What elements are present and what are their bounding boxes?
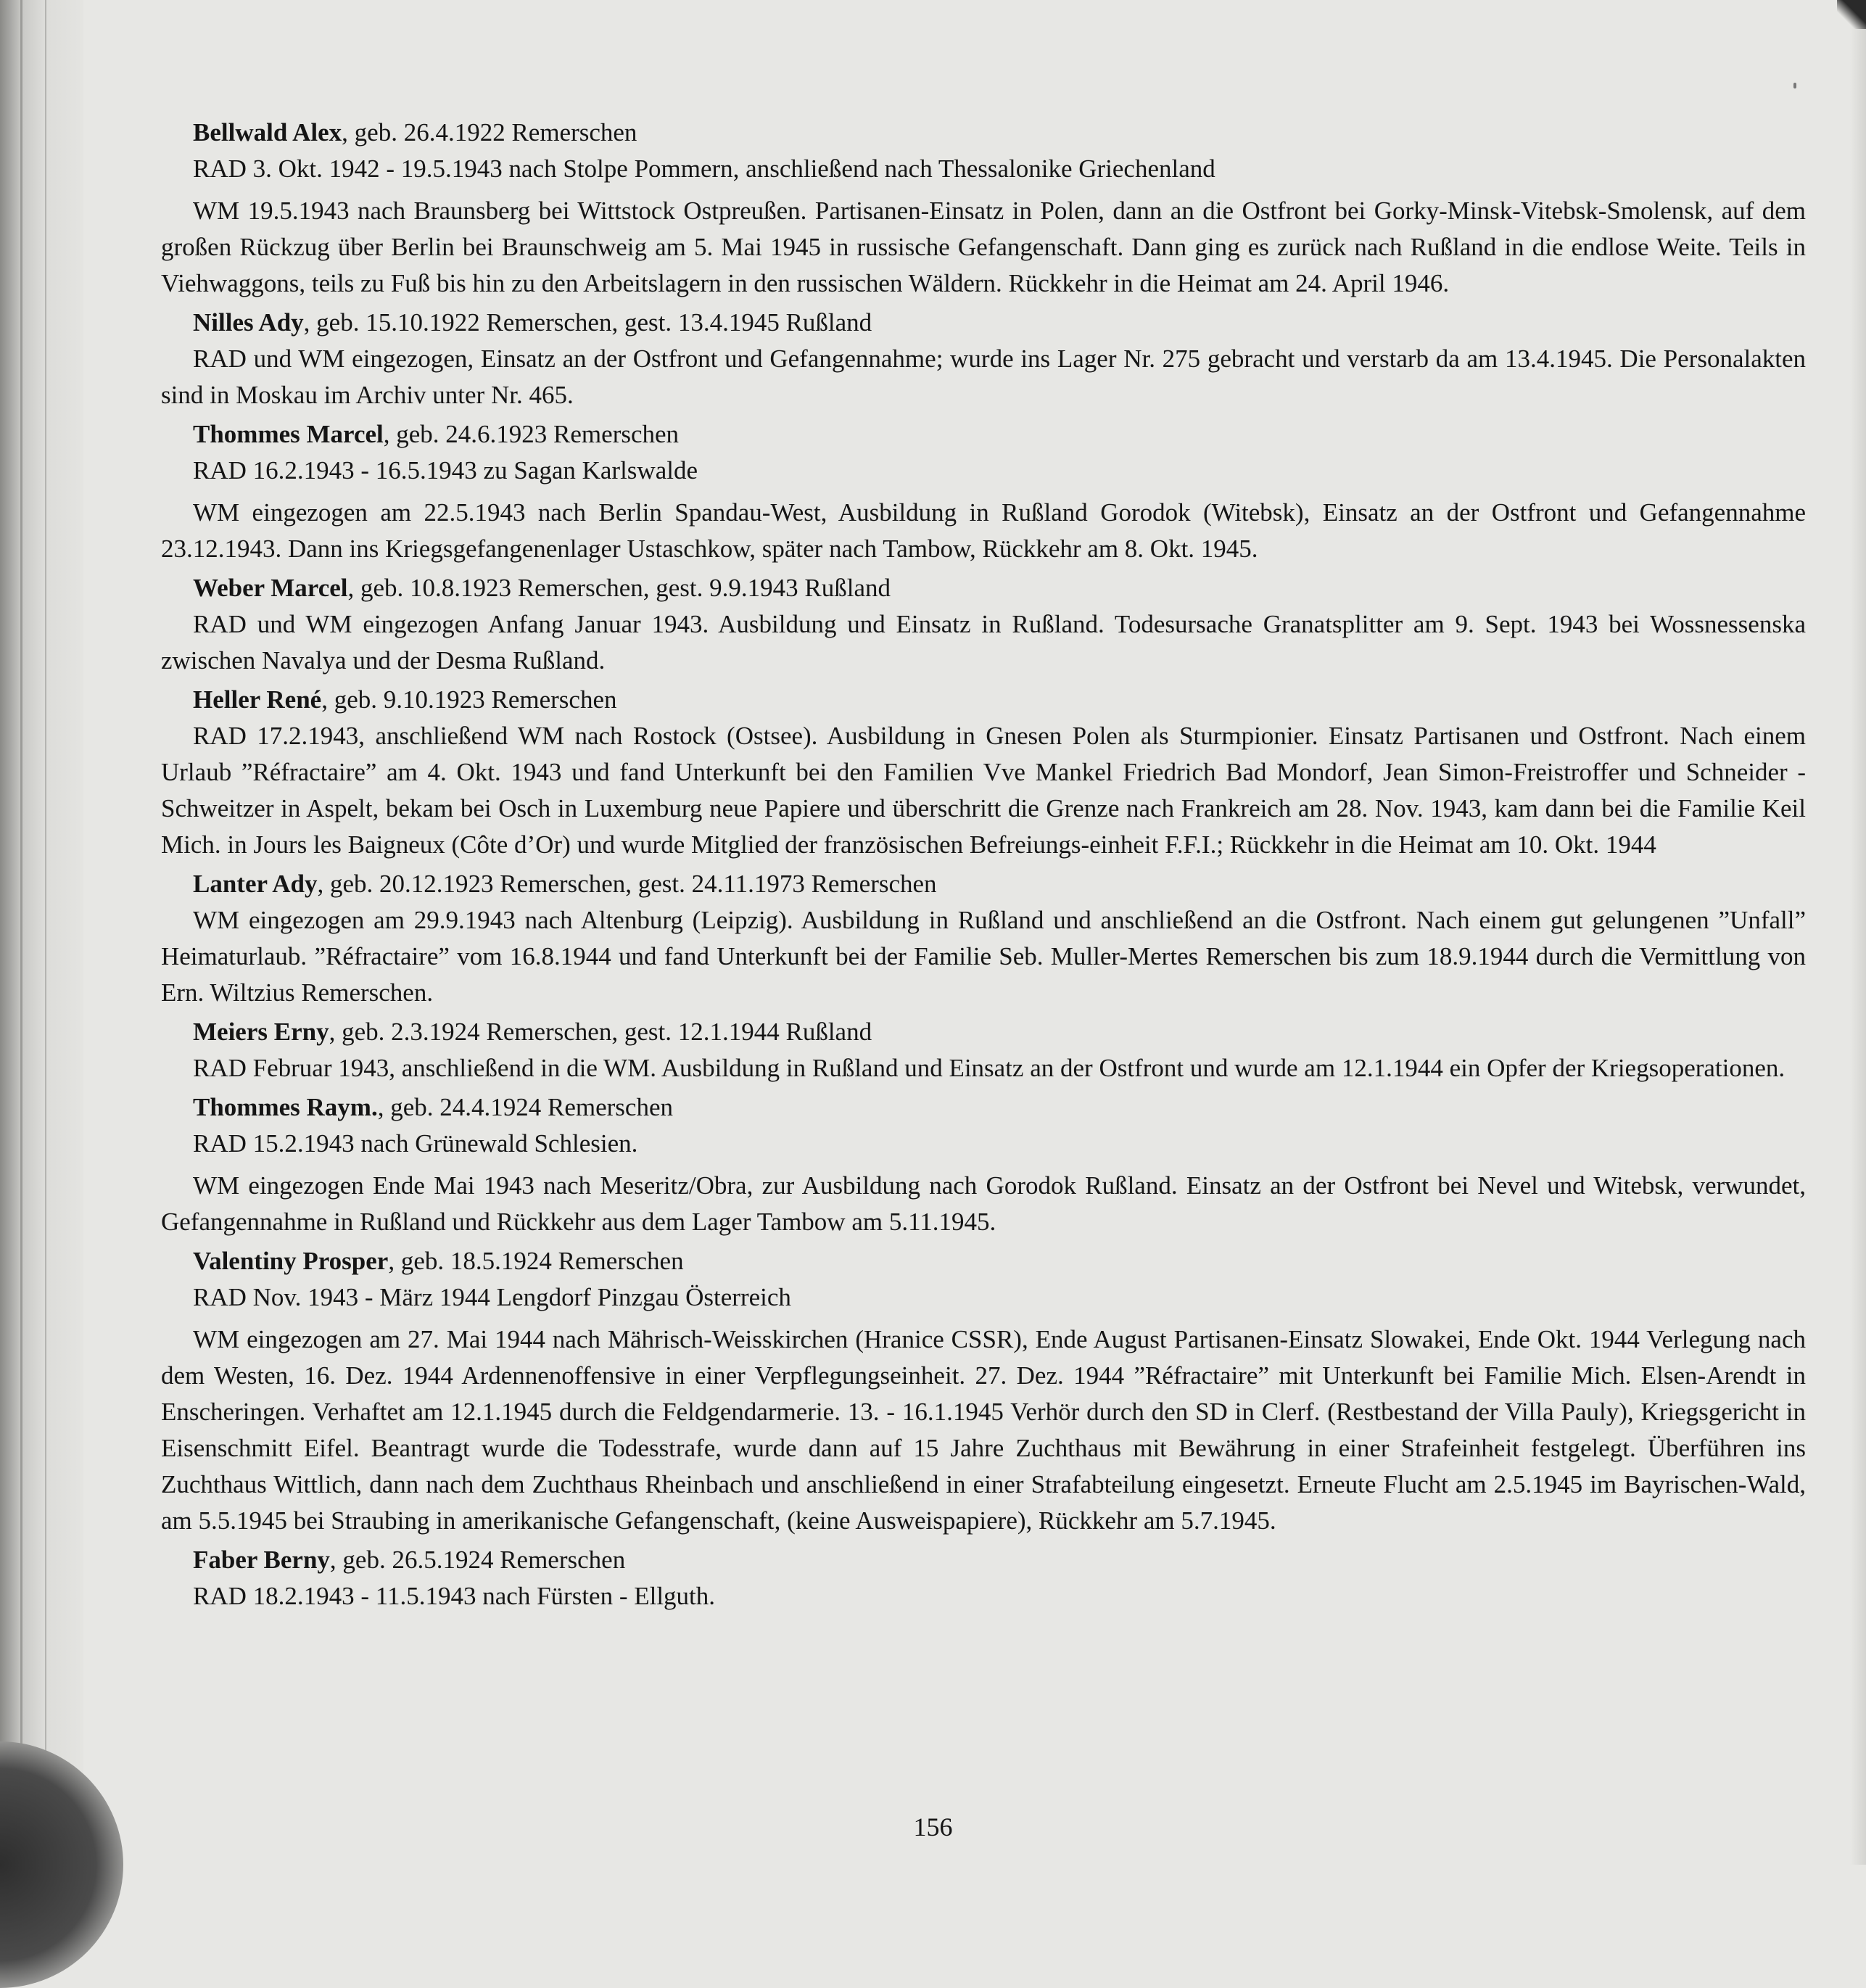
- person-name: Thommes Marcel: [193, 420, 384, 448]
- corner-shadow: [1837, 0, 1866, 29]
- entry-paragraph: RAD 16.2.1943 - 16.5.1943 zu Sagan Karlswalde: [193, 456, 698, 484]
- biography-entry: [161, 1243, 1806, 1539]
- biography-entry: [161, 416, 1806, 567]
- entry-paragraph: RAD Februar 1943, anschließend in die WM. Ausbildung in Rußland und Einsatz an der Ostfront und wurde am 12.1.1944 ein Opfer der Kriegsoperationen.: [193, 1054, 1786, 1082]
- biography-entry: [161, 1014, 1806, 1086]
- speck: [1793, 83, 1796, 88]
- person-name: Lanter Ady: [193, 870, 318, 898]
- entry-heading: [161, 682, 1806, 718]
- entry-paragraph: WM eingezogen Ende Mai 1943 nach Meseritz/Obra, zur Ausbildung nach Gorodok Rußland. Einsatz an der Ostfront bei Nevel und Witebsk, verwundet, Gefangennahme in Rußland und Rückkehr aus dem Lager Tambow am 5.11.1945.: [161, 1171, 1806, 1236]
- entry-heading: [161, 1542, 1806, 1578]
- person-info: , geb. 10.8.1923 Remerschen, gest. 9.9.1943 Rußland: [347, 574, 891, 602]
- person-name: Weber Marcel: [193, 574, 348, 602]
- entry-paragraph: WM eingezogen am 29.9.1943 nach Altenburg (Leipzig). Ausbildung in Rußland und anschließend an die Ostfront. Nach einem gut gelungenen ”Unfall” Heimaturlaub. ”Réfractaire” vom 16.8.1944 und fand Unterkunft bei der Familie Seb. Muller-Mertes Remerschen bis zum 18.9.1944 durch die Vermittlung von Ern. Wiltzius Remerschen.: [161, 906, 1806, 1007]
- biography-entry: [161, 115, 1806, 302]
- person-name: Thommes Raym.: [193, 1093, 378, 1121]
- person-info: , geb. 26.4.1922 Remerschen: [342, 118, 637, 147]
- person-info: , geb. 2.3.1924 Remerschen, gest. 12.1.1944 Rußland: [329, 1018, 872, 1046]
- page-number: 156: [913, 1812, 953, 1841]
- entry-paragraph: RAD 15.2.1943 nach Grünewald Schlesien.: [193, 1129, 638, 1158]
- entry-heading: [161, 305, 1806, 341]
- person-name: Valentiny Prosper: [193, 1247, 389, 1275]
- entry-heading: [161, 866, 1806, 902]
- person-info: , geb. 26.5.1924 Remerschen: [329, 1546, 626, 1574]
- biography-entry: [161, 570, 1806, 679]
- entry-paragraph: RAD 17.2.1943, anschließend WM nach Rostock (Ostsee). Ausbildung in Gnesen Polen als Sturmpionier. Einsatz Partisanen und Ostfront. Nach einem Urlaub ”Réfractaire” am 4. Okt. 1943 und fand Unterkunft bei den Familien Vve Mankel Friedrich Bad Mondorf, Jean Simon-Freistroffer und Schneider - Schweitzer in Aspelt, bekam bei Osch in Luxemburg neue Papiere und überschritt die Grenze nach Frankreich am 28. Nov. 1943, kam dann bei die Familie Keil Mich. in Jours les Baigneux (Côte d’Or) und wurde Mitglied der französischen Befreiungs-einheit F.F.I.; Rückkehr in die Heimat am 10. Okt. 1944: [161, 722, 1806, 859]
- person-info: , geb. 15.10.1922 Remerschen, gest. 13.4.1945 Rußland: [303, 308, 872, 337]
- entry-paragraph: WM 19.5.1943 nach Braunsberg bei Wittstock Ostpreußen. Partisanen-Einsatz in Polen, dann an die Ostfront bei Gorky-Minsk-Vitebsk-Smolensk, auf dem großen Rückzug über Berlin bei Braunschweig am 5. Mai 1945 in russische Gefangenschaft. Dann ging es zurück nach Rußland in die endlose Weite. Teils in Viehwaggons, teils zu Fuß bis hin zu den Arbeitslagern in den russischen Wäldern. Rückkehr in die Heimat am 24. April 1946.: [161, 197, 1806, 297]
- person-name: Meiers Erny: [193, 1018, 329, 1046]
- person-name: Bellwald Alex: [193, 118, 342, 147]
- entry-paragraph: WM eingezogen am 22.5.1943 nach Berlin Spandau-West, Ausbildung in Rußland Gorodok (Witebsk), Einsatz an der Ostfront und Gefangennahme 23.12.1943. Dann ins Kriegsgefangenenlager Ustaschkow, später nach Tambow, Rückkehr am 8. Okt. 1945.: [161, 498, 1806, 563]
- entry-paragraph: RAD Nov. 1943 - März 1944 Lengdorf Pinzgau Österreich: [193, 1283, 791, 1311]
- page-edge: [1850, 0, 1866, 1865]
- biography-entry: [161, 866, 1806, 1011]
- entry-heading: [161, 1089, 1806, 1126]
- entry-paragraph: RAD 18.2.1943 - 11.5.1943 nach Fürsten - Ellguth.: [193, 1582, 716, 1610]
- entry-paragraph: WM eingezogen am 27. Mai 1944 nach Mährisch-Weisskirchen (Hranice CSSR), Ende August Partisanen-Einsatz Slowakei, Ende Okt. 1944 Verlegung nach dem Westen, 16. Dez. 1944 Ardennenoffensive in einer Verpflegungseinheit. 27. Dez. 1944 ”Réfractaire” mit Unterkunft bei Familie Mich. Elsen-Arendt in Enscheringen. Verhaftet am 12.1.1945 durch die Feldgendarmerie. 13. - 16.1.1945 Verhör durch den SD in Clerf. (Restbestand der Villa Pauly), Kriegsgericht in Eisenschmitt Eifel. Beantragt wurde die Todesstrafe, wurde dann auf 15 Jahre Zuchthaus mit Bewährung in einer Strafeinheit festgelegt. Überführen ins Zuchthaus Wittlich, dann nach dem Zuchthaus Rheinbach und anschließend in einer Strafabteilung eingesetzt. Erneute Flucht am 2.5.1945 im Bayrischen-Wald, am 5.5.1945 bei Straubing in amerikanische Gefangenschaft, (keine Ausweispapiere), Rückkehr am 5.7.1945.: [161, 1325, 1806, 1535]
- person-info: , geb. 20.12.1923 Remerschen, gest. 24.11.1973 Remerschen: [317, 870, 937, 898]
- page-text: [161, 115, 1806, 1617]
- entry-heading: [161, 1243, 1806, 1279]
- entry-heading: [161, 115, 1806, 151]
- biography-entry: [161, 1542, 1806, 1614]
- binding-line: [45, 0, 46, 1865]
- binding-line: [20, 0, 22, 1865]
- entry-heading: [161, 416, 1806, 453]
- corner-shadow: [0, 1741, 123, 1988]
- person-name: Faber Berny: [193, 1546, 330, 1574]
- biography-entry: [161, 682, 1806, 863]
- person-info: , geb. 24.4.1924 Remerschen: [377, 1093, 673, 1121]
- entry-paragraph: RAD 3. Okt. 1942 - 19.5.1943 nach Stolpe Pommern, anschließend nach Thessalonike Griechenland: [193, 154, 1215, 183]
- biography-entry: [161, 1089, 1806, 1240]
- person-name: Heller René: [193, 685, 322, 714]
- person-info: , geb. 18.5.1924 Remerschen: [388, 1247, 684, 1275]
- entry-heading: [161, 570, 1806, 606]
- biography-entry: [161, 305, 1806, 413]
- person-info: , geb. 24.6.1923 Remerschen: [383, 420, 680, 448]
- entry-heading: [161, 1014, 1806, 1050]
- person-info: , geb. 9.10.1923 Remerschen: [321, 685, 617, 714]
- person-name: Nilles Ady: [193, 308, 304, 337]
- book-binding: [0, 0, 83, 1865]
- entry-paragraph: RAD und WM eingezogen, Einsatz an der Ostfront und Gefangennahme; wurde ins Lager Nr. 275 gebracht und verstarb da am 13.4.1945. Die Personalakten sind in Moskau im Archiv unter Nr. 465.: [161, 345, 1806, 409]
- entry-paragraph: RAD und WM eingezogen Anfang Januar 1943. Ausbildung und Einsatz in Rußland. Todesursache Granatsplitter am 9. Sept. 1943 bei Wossnessenska zwischen Navalya und der Desma Rußland.: [161, 610, 1806, 675]
